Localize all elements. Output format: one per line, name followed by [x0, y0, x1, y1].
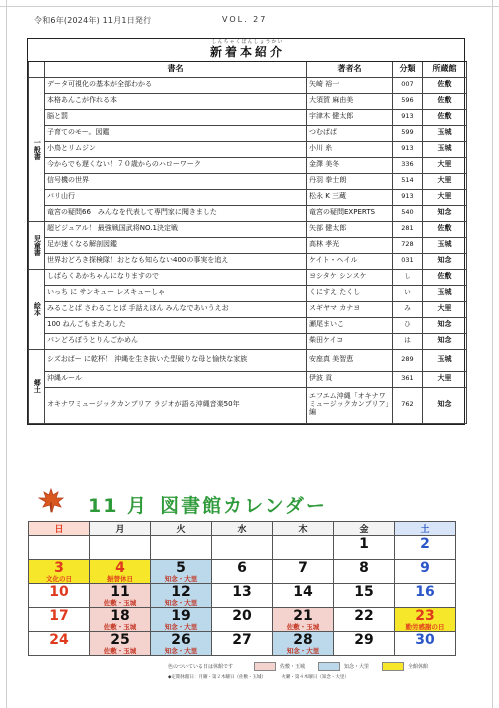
weekday-header: 月 [90, 522, 151, 536]
book-library: 玉城 [423, 125, 467, 141]
book-library: 佐敷 [423, 221, 467, 237]
day-number: 6 [237, 560, 247, 576]
legend-blue-swatch [318, 662, 340, 671]
calendar-legend [168, 661, 438, 673]
book-row [29, 317, 467, 333]
col-author-header: 著者名 [307, 61, 393, 77]
book-author: 伊波 貢 [307, 371, 393, 387]
calendar-day [90, 632, 151, 656]
book-row [29, 125, 467, 141]
day-note: 振替休日 [107, 575, 133, 583]
closing-days-footnotes [168, 674, 349, 682]
footnote-2: 火曜・第４木曜日（知念・大里） [281, 675, 349, 680]
book-class: 596 [393, 93, 423, 109]
book-title: いっち に サンキュー レスキューしゃ [45, 285, 307, 301]
book-title: 世界おどろき探検隊！おとなも知らない400の事実を追え [45, 253, 307, 269]
book-row [29, 109, 467, 125]
book-library: 佐敷 [423, 109, 467, 125]
calendar-title-text: 図書館カレンダー [160, 495, 327, 517]
day-number: 25 [110, 632, 130, 648]
book-author: 矢部 健太郎 [307, 221, 393, 237]
book-author: 柴田ケイコ [307, 333, 393, 349]
book-row [29, 157, 467, 173]
category-header [29, 61, 45, 77]
book-row [29, 141, 467, 157]
calendar-day [151, 560, 212, 584]
book-library: 知念 [423, 387, 467, 423]
column-header-row [29, 61, 467, 77]
calendar-day [334, 536, 395, 560]
book-row [29, 387, 467, 423]
book-class: 540 [393, 205, 423, 221]
category-label: 郷土 [29, 349, 45, 423]
calendar-day [151, 608, 212, 632]
title-ruby: しんちゃくぼんしょうかい [211, 39, 284, 46]
book-title: 100 ねんごもまたあした [45, 317, 307, 333]
day-number: 27 [232, 632, 252, 648]
day-number: 4 [115, 560, 125, 576]
day-number: 9 [420, 560, 430, 576]
book-title: オキナワミュージックカンブリア ラジオが語る沖縄音楽50年 [45, 387, 307, 423]
calendar-week [29, 536, 456, 560]
calendar-day [90, 584, 151, 608]
calendar-day [395, 632, 456, 656]
day-number: 29 [354, 632, 374, 648]
book-author: 矢崎 裕一 [307, 77, 393, 93]
issue-date: 令和6年(2024年) 11月1日発行 [34, 16, 152, 25]
weekday-header: 土 [395, 522, 456, 536]
col-class-header: 分類 [393, 61, 423, 77]
legend-pink-swatch [254, 662, 276, 671]
book-library: 知念 [423, 317, 467, 333]
book-library: 玉城 [423, 285, 467, 301]
weekday-header: 日 [29, 522, 90, 536]
book-row [29, 253, 467, 269]
book-title: 足が速くなる解剖図鑑 [45, 237, 307, 253]
calendar-empty-cell [151, 536, 212, 560]
day-note: 佐敷・玉城 [103, 623, 137, 631]
calendar-day [395, 536, 456, 560]
new-books-title-row [29, 39, 467, 61]
book-class: 599 [393, 125, 423, 141]
legend-pink-label: 佐敷・玉城 [280, 664, 306, 670]
book-author: ケイト・ヘイル [307, 253, 393, 269]
calendar-day [395, 608, 456, 632]
book-class: 007 [393, 77, 423, 93]
day-number: 5 [176, 560, 186, 576]
book-row [29, 189, 467, 205]
calendar-empty-cell [212, 536, 273, 560]
page-edge-left [6, 0, 7, 708]
day-note: 勤労感謝の日 [405, 623, 445, 631]
maple-leaf-icon [38, 488, 64, 514]
day-note: 佐敷・玉城 [103, 647, 137, 655]
book-author: 宇津木 健太郎 [307, 109, 393, 125]
calendar-day [212, 584, 273, 608]
book-author: ヨシタケ シンスケ [307, 269, 393, 285]
day-number: 3 [54, 560, 64, 576]
day-number: 11 [110, 584, 130, 600]
category-label: 絵本 [29, 269, 45, 349]
calendar-day [334, 560, 395, 584]
calendar-title [76, 491, 327, 518]
calendar-day [212, 632, 273, 656]
weekday-header: 木 [273, 522, 334, 536]
book-author: 小川 糸 [307, 141, 393, 157]
calendar-heading [38, 488, 438, 516]
calendar-day [151, 584, 212, 608]
book-author: エフエム沖縄「オキナワミュージックカンブリア」編 [307, 387, 393, 423]
book-library: 佐敷 [423, 269, 467, 285]
calendar-day [29, 584, 90, 608]
calendar-empty-cell [273, 536, 334, 560]
day-number: 24 [49, 632, 69, 648]
book-title: バリ山行 [45, 189, 307, 205]
day-number: 30 [415, 632, 435, 648]
book-class: 913 [393, 189, 423, 205]
weekday-header: 金 [334, 522, 395, 536]
footnote-1: ◆定期休館日：月曜・第２木曜日（佐敷・玉城） [168, 675, 266, 680]
day-note: 文化の日 [46, 575, 72, 583]
legend-yellow-swatch [382, 662, 404, 671]
book-class: 281 [393, 221, 423, 237]
book-row [29, 221, 467, 237]
day-number: 16 [415, 584, 435, 600]
day-note: 知念・大里 [286, 647, 320, 655]
day-number: 19 [171, 608, 191, 624]
book-author: つむぱぱ [307, 125, 393, 141]
book-title: 信号機の世界 [45, 173, 307, 189]
legend-yellow-label: 全館休館 [408, 664, 429, 670]
book-class: 031 [393, 253, 423, 269]
day-number: 7 [298, 560, 308, 576]
col-title-header: 書名 [45, 61, 307, 77]
day-note: 佐敷・玉城 [103, 599, 137, 607]
book-class: み [393, 301, 423, 317]
book-library: 大里 [423, 157, 467, 173]
calendar-day [395, 560, 456, 584]
book-class: 514 [393, 173, 423, 189]
book-library: 大里 [423, 173, 467, 189]
book-row [29, 93, 467, 109]
day-number: 17 [49, 608, 69, 624]
book-author: 丹羽 拳士朗 [307, 173, 393, 189]
book-library: 玉城 [423, 349, 467, 371]
new-books-table [27, 38, 465, 425]
day-number: 1 [359, 536, 369, 552]
book-row [29, 77, 467, 93]
calendar-day [273, 632, 334, 656]
book-class: 728 [393, 237, 423, 253]
book-row [29, 173, 467, 189]
calendar-day [395, 584, 456, 608]
book-author: 松永 K 三蔵 [307, 189, 393, 205]
calendar-day [273, 584, 334, 608]
book-title: 子育てのモー。図鑑 [45, 125, 307, 141]
book-row [29, 269, 467, 285]
book-author: 瀬尾まいこ [307, 317, 393, 333]
legend-lead: 色のついている日は休館です [168, 664, 234, 670]
book-library: 玉城 [423, 237, 467, 253]
calendar-empty-cell [29, 536, 90, 560]
calendar-week [29, 560, 456, 584]
day-number: 8 [359, 560, 369, 576]
calendar-day [273, 560, 334, 584]
book-title: 小鳥とリムジン [45, 141, 307, 157]
weekday-header: 火 [151, 522, 212, 536]
book-title: パンどろぼうとりんごかめん [45, 333, 307, 349]
book-author: 安座真 美智恵 [307, 349, 393, 371]
volume-number: VOL. 27 [222, 15, 268, 24]
book-title: しばらくあかちゃんになりますので [45, 269, 307, 285]
day-number: 15 [354, 584, 374, 600]
calendar-day [334, 632, 395, 656]
calendar-day [212, 608, 273, 632]
book-row [29, 237, 467, 253]
calendar-week [29, 608, 456, 632]
weekday-row [29, 522, 456, 536]
book-title: 竜宮の疑問66 みんなを代表して専門家に聞きました [45, 205, 307, 221]
book-row [29, 371, 467, 387]
book-library: 知念 [423, 333, 467, 349]
book-row [29, 301, 467, 317]
day-number: 26 [171, 632, 191, 648]
calendar-day [90, 560, 151, 584]
book-class: 913 [393, 141, 423, 157]
new-books-title: 新着本紹介 [210, 44, 286, 59]
day-number: 20 [232, 608, 252, 624]
calendar-empty-cell [90, 536, 151, 560]
book-library: 知念 [423, 253, 467, 269]
day-note: 知念・大里 [164, 623, 198, 631]
category-label: 一般書 [29, 77, 45, 221]
day-note: 知念・大里 [164, 647, 198, 655]
book-class: ひ [393, 317, 423, 333]
book-library: 玉城 [423, 141, 467, 157]
day-number: 12 [171, 584, 191, 600]
calendar-day [90, 608, 151, 632]
day-number: 13 [232, 584, 252, 600]
calendar-day [212, 560, 273, 584]
book-title: シズおばー に乾杯！ 沖縄を生き抜いた型破りな母と愉快な家族 [45, 349, 307, 371]
calendar-day [29, 608, 90, 632]
book-library: 佐敷 [423, 93, 467, 109]
book-author: 竜宮の疑問EXPERTS [307, 205, 393, 221]
calendar-day [151, 632, 212, 656]
book-title: 超ビジュアル！ 最強戦国武将NO.1決定戦 [45, 221, 307, 237]
library-calendar [28, 521, 456, 655]
book-library: 大里 [423, 301, 467, 317]
calendar-week [29, 584, 456, 608]
day-number: 10 [49, 584, 69, 600]
calendar-month: 11 月 [88, 495, 149, 517]
page-edge-top [0, 6, 499, 7]
calendar-day [334, 584, 395, 608]
day-number: 23 [415, 608, 435, 624]
book-author: 金澤 美冬 [307, 157, 393, 173]
calendar-day [334, 608, 395, 632]
newsletter-header [34, 13, 464, 27]
day-note: 知念・大里 [164, 599, 198, 607]
calendar-day [273, 608, 334, 632]
day-note: 佐敷・玉城 [286, 623, 320, 631]
book-row [29, 333, 467, 349]
book-library: 大里 [423, 371, 467, 387]
book-library: 佐敷 [423, 77, 467, 93]
day-number: 14 [293, 584, 313, 600]
book-class: 913 [393, 109, 423, 125]
book-author: 高林 孝光 [307, 237, 393, 253]
book-row [29, 205, 467, 221]
book-row [29, 349, 467, 371]
day-number: 18 [110, 608, 130, 624]
page-edge-right [492, 0, 493, 708]
day-number: 21 [293, 608, 313, 624]
day-number: 2 [420, 536, 430, 552]
day-number: 22 [354, 608, 374, 624]
book-title: 沖縄ルール [45, 371, 307, 387]
book-author: スギヤマ カナヨ [307, 301, 393, 317]
book-class: は [393, 333, 423, 349]
book-class: い [393, 285, 423, 301]
book-library: 知念 [423, 205, 467, 221]
book-title: 今からでも遅くない！７０歳からのハローワーク [45, 157, 307, 173]
book-author: 大須賀 麻由美 [307, 93, 393, 109]
calendar-day [29, 632, 90, 656]
book-title: みることば さわることば 手話えほん みんなであいうえお [45, 301, 307, 317]
book-class: 361 [393, 371, 423, 387]
weekday-header: 水 [212, 522, 273, 536]
book-class: 762 [393, 387, 423, 423]
day-note: 知念・大里 [164, 575, 198, 583]
col-library-header: 所蔵館 [423, 61, 467, 77]
book-row [29, 285, 467, 301]
book-title: データ可視化の基本が全部わかる [45, 77, 307, 93]
calendar-week [29, 632, 456, 656]
book-title: 脳と罰 [45, 109, 307, 125]
book-class: 289 [393, 349, 423, 371]
legend-blue-label: 知念・大里 [344, 664, 370, 670]
category-label: 児童書 [29, 221, 45, 269]
day-number: 28 [293, 632, 313, 648]
book-class: 336 [393, 157, 423, 173]
book-title: 本格あんこが作れる本 [45, 93, 307, 109]
book-author: くにすえ たくし [307, 285, 393, 301]
calendar-day [29, 560, 90, 584]
book-class: し [393, 269, 423, 285]
book-library: 大里 [423, 189, 467, 205]
